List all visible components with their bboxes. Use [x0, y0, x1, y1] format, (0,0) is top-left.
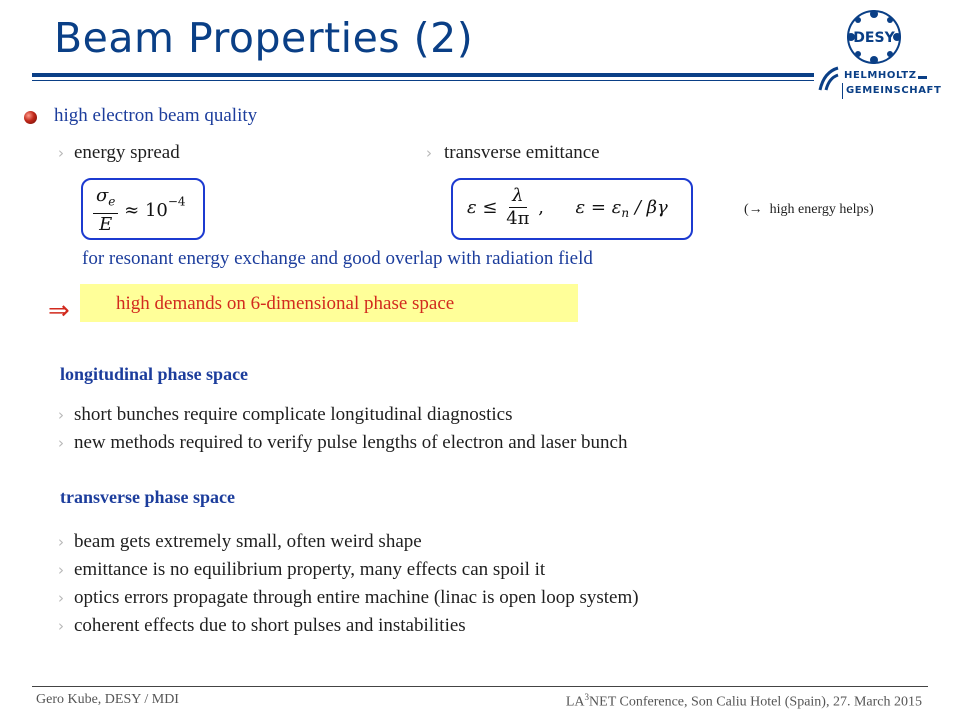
chevron-right-icon: › — [58, 434, 64, 452]
footer-left: Gero Kube, DESY / MDI — [36, 692, 179, 707]
emittance-formula: ε ≤ $\frac{\lambda}{4\pi}$ , $\varepsilon = \varepsilon_n / \beta\gamma$ — [451, 178, 693, 240]
title-rule-thin — [32, 80, 814, 81]
chevron-right-icon: › — [58, 589, 64, 607]
title-rule — [32, 73, 814, 77]
energy-spread-formula: $\frac{\sigma_e}{E}$ ≈ $10^{-4}$ — [81, 178, 205, 240]
chevron-right-icon: › — [58, 406, 64, 424]
transverse-item: coherent effects due to short pulses and instabilities — [74, 615, 466, 636]
chevron-right-icon: › — [58, 533, 64, 551]
red-ball-bullet-icon — [24, 111, 37, 124]
resonant-text: for resonant energy exchange and good overlap with radiation field — [82, 248, 593, 269]
helmholtz-text-1: HELMHOLTZ — [844, 70, 917, 81]
implies-arrow-icon: ⇒ — [48, 296, 70, 326]
slide-title: Beam Properties (2) — [54, 14, 474, 62]
transverse-item: emittance is no equilibrium property, many effects can spoil it — [74, 559, 546, 580]
helmholtz-text-2: GEMEINSCHAFT — [846, 85, 942, 96]
footer-right: $LA^3NET$ Conference, Son Caliu Hotel (Spain), 27. March 2015 — [565, 692, 922, 710]
chevron-right-icon: › — [58, 144, 64, 162]
chevron-right-icon: › — [58, 561, 64, 579]
longitudinal-item: new methods required to verify pulse lengths of electron and laser bunch — [74, 432, 628, 453]
desy-logo — [838, 8, 910, 66]
longitudinal-heading: longitudinal phase space — [60, 364, 249, 384]
transverse-item: optics errors propagate through entire machine (linac is open loop system) — [74, 587, 639, 608]
desy-logo-text: DESY — [853, 30, 895, 46]
main-bullet-text: high electron beam quality — [54, 105, 258, 126]
footer-rule — [32, 686, 928, 687]
chevron-right-icon: › — [58, 617, 64, 635]
longitudinal-item: short bunches require complicate longitudinal diagnostics — [74, 404, 513, 425]
energy-spread-label: energy spread — [74, 142, 180, 163]
chevron-right-icon: › — [426, 144, 432, 162]
helmholtz-logo — [818, 64, 942, 102]
transverse-heading: transverse phase space — [60, 487, 235, 507]
transverse-emittance-label: transverse emittance — [444, 142, 600, 163]
transverse-item: beam gets extremely small, often weird shape — [74, 531, 422, 552]
demands-text: high demands on 6-dimensional phase space — [116, 293, 455, 314]
energy-note: (→ high energy helps) — [744, 202, 874, 217]
